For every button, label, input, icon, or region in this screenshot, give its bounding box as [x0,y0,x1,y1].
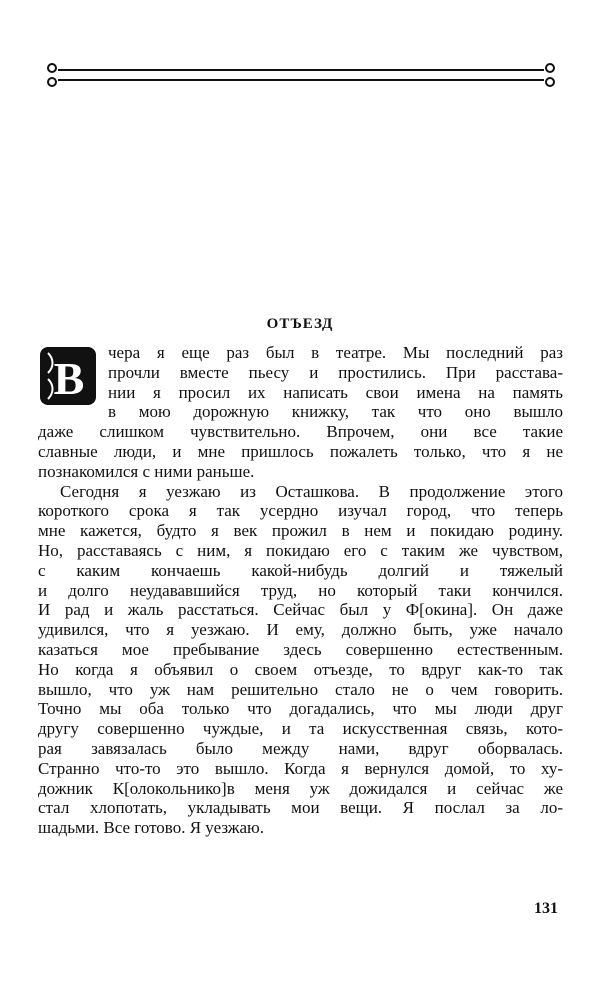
text-line: Точно мы оба только что догадались, что мы люди друг [38,699,563,719]
text-line: рая завязалась было между нами, вдруг оборвалась. [38,738,563,758]
text-line: Но когда я объявил о своем отъезде, то вдруг как-то так [38,659,563,679]
text-line: чера я еще раз был в театре. Мы последний раз [108,343,563,362]
text-line: шадьми. Все готово. Я уезжаю. [38,818,264,838]
text-line: И рад и жаль расстаться. Сейчас был у Ф[окина]. Он даже [38,600,563,620]
text-line: дожник К[олокольнико]в меня уж дожидался и сейчас же [38,778,563,798]
text-line: славные люди, и мне пришлось пожалеть только, что я не [38,441,563,461]
text-line: и долго неудававшийся труд, но который таки кончился. [38,580,563,600]
text-line: даже слишком чувствительно. Впрочем, они все такие [38,422,563,442]
text-line: мне кажется, будто я век прожил в нем и покидаю родину. [38,521,563,541]
chapter-title: ОТЪЕЗД [266,316,334,332]
page-number: 131 [534,900,558,917]
header-ornament [44,60,558,90]
text-line: в мою дорожную книжку, так что оно вышло [108,402,563,422]
text-line: удивился, что я уезжаю. И ему, должно быть, уже начало [38,620,563,640]
text-line: нии я просил их написать свои имена на память [108,382,563,402]
text-line: вышло, что уж нам решительно стало не о чем говорить. [38,679,563,699]
text-line: Странно что-то это вышло. Когда я вернулся домой, то ху- [38,758,563,778]
text-line: Но, расставаясь с ним, я покидаю его с таким же чувством, [38,540,563,560]
text-line: прочли вместе пьесу и простились. При расстава- [108,362,563,382]
text-line: другу совершенно чуждые, и та искусственная связь, кото- [38,719,563,739]
drop-cap-letter: В [53,353,85,404]
drop-cap [38,345,98,407]
text-line: казаться мое пребывание здесь совершенно естественным. [38,639,563,659]
text-line: Сегодня я уезжаю из Осташкова. В продолжение этого [60,481,563,501]
text-line: познакомился с ними раньше. [38,461,255,481]
text-line: стал хлопотать, укладывать мои вещи. Я послал за ло- [38,798,563,818]
text-line: с каким кончаешь какой-нибудь долгий и тяжелый [38,560,563,580]
body-text [38,343,563,838]
paragraph-1 [38,343,563,482]
text-line: короткого срока я так усердно изучал город, что теперь [38,501,563,521]
paragraph-2 [38,482,563,838]
